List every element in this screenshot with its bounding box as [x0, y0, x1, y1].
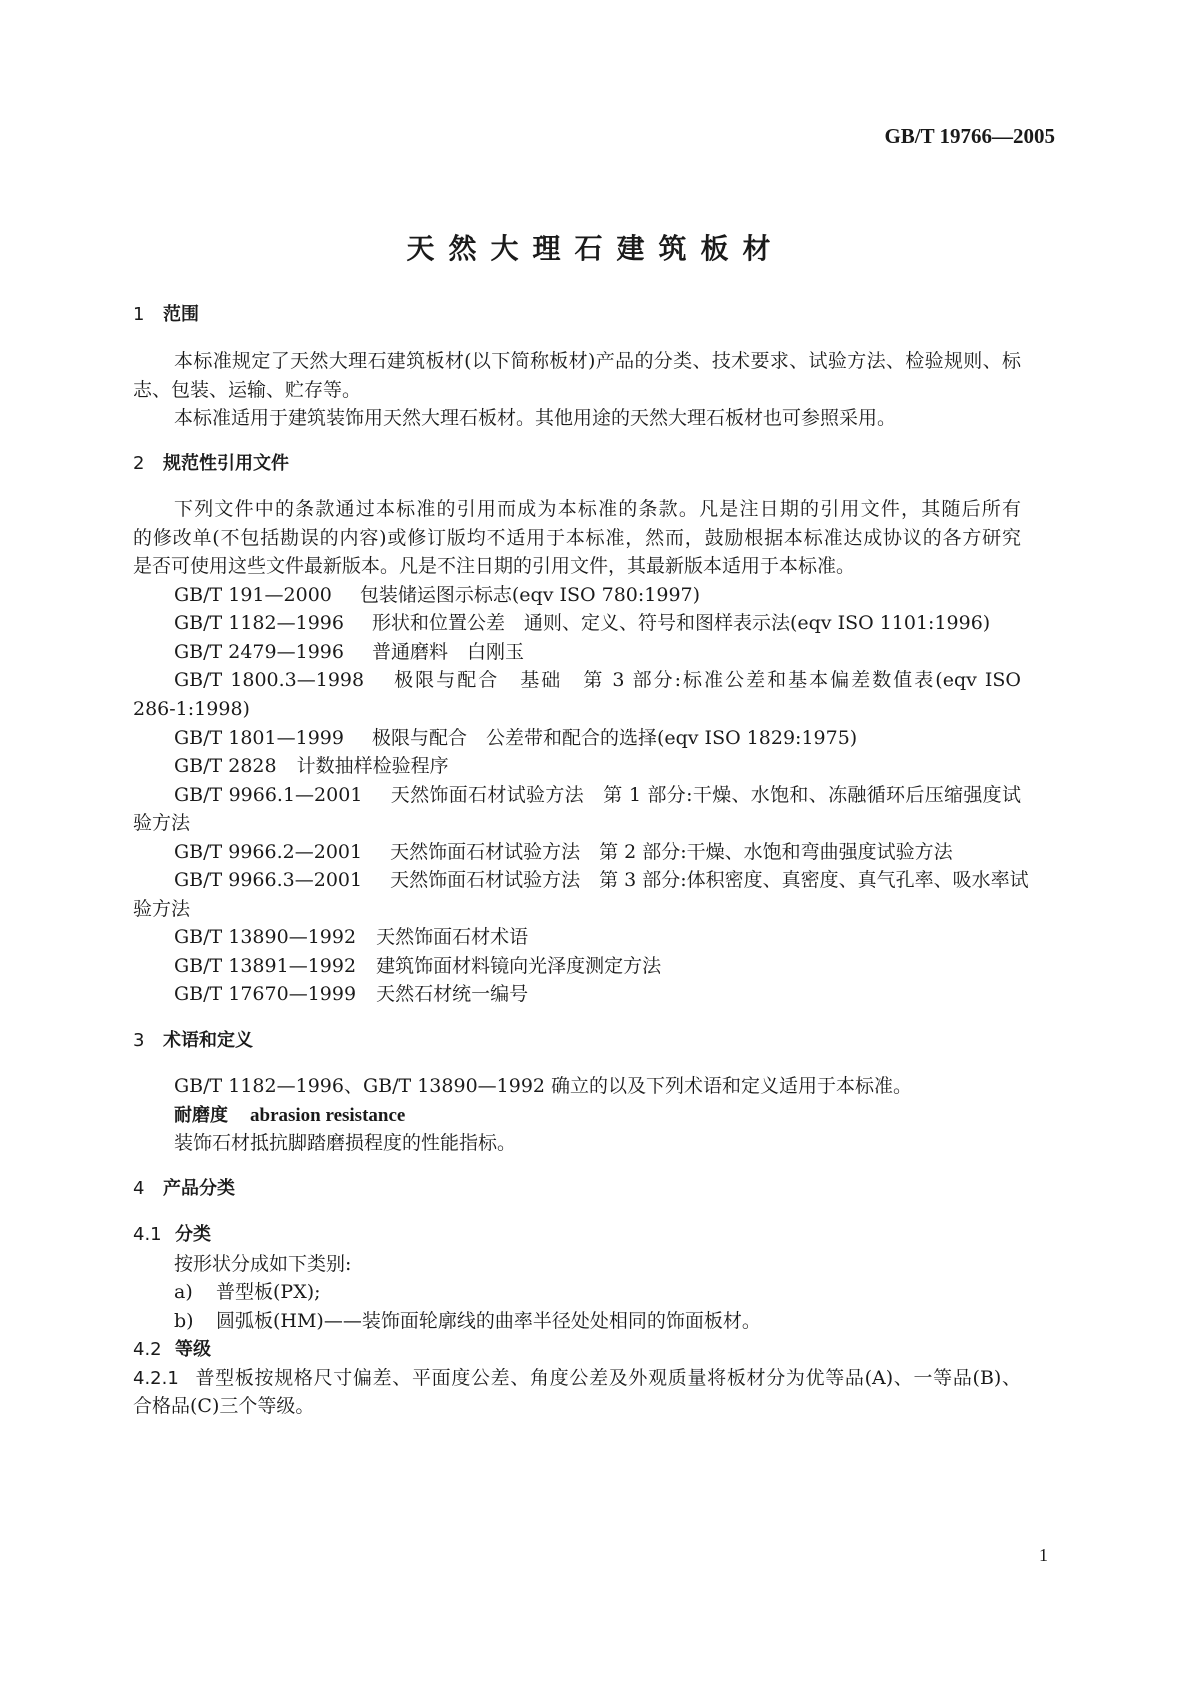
reference-title: 极限与配合 基础 第 3 部分:标准公差和基本偏差数值表(eqv ISO — [392, 669, 1022, 691]
reference-title: 天然饰面石材术语 — [376, 926, 529, 948]
section-number: 2 — [133, 453, 145, 474]
clause-number: 4.2.1 — [133, 1368, 179, 1389]
section-title: 范围 — [163, 304, 199, 325]
section-title: 术语和定义 — [163, 1030, 253, 1051]
section-1-heading — [133, 303, 199, 327]
term-definition: 装饰石材抵抗脚踏磨损程度的性能指标。 — [174, 1132, 517, 1154]
subsection-4-1-heading — [133, 1223, 211, 1247]
reference-item — [174, 611, 990, 635]
paragraph-line: 本标准适用于建筑装饰用天然大理石板材。其他用途的天然大理石板材也可参照采用。 — [174, 407, 897, 429]
list-label: a) — [174, 1281, 193, 1303]
reference-title: 普通磨料 白刚玉 — [371, 641, 524, 663]
reference-item — [174, 925, 528, 949]
list-text: 圆弧板(HM)——装饰面轮廓线的曲率半径处处相同的饰面板材。 — [216, 1310, 761, 1332]
reference-title: 建筑饰面材料镜向光泽度测定方法 — [376, 955, 662, 977]
paragraph-line: 志、包装、运输、贮存等。 — [133, 379, 362, 401]
paragraph-line: 合格品(C)三个等级。 — [133, 1395, 315, 1417]
reference-item — [174, 954, 661, 978]
paragraph-line: 下列文件中的条款通过本标准的引用而成为本标准的条款。凡是注日期的引用文件，其随后所有 — [174, 498, 1021, 520]
section-title: 规范性引用文件 — [163, 453, 289, 474]
list-item — [174, 1309, 761, 1333]
reference-title: 天然饰面石材试验方法 第 2 部分:干燥、水饱和弯曲强度试验方法 — [390, 841, 953, 863]
list-item — [174, 1280, 321, 1304]
reference-item — [174, 726, 857, 750]
reference-code: GB/T 1182—1996 — [174, 612, 344, 634]
term-english: abrasion resistance — [250, 1105, 406, 1126]
reference-code: GB/T 13890—1992 — [174, 926, 357, 948]
reference-title: 天然石材统一编号 — [376, 983, 529, 1005]
paragraph-line: 本标准规定了天然大理石建筑板材(以下简称板材)产品的分类、技术要求、试验方法、检验规则、标 — [174, 350, 1021, 372]
clause-text: 普型板按规格尺寸偏差、平面度公差、角度公差及外观质量将板材分为优等品(A)、一等品(B)、 — [194, 1367, 1021, 1389]
reference-code: GB/T 1800.3—1998 — [174, 669, 365, 691]
standard-number: GB/T 19766—2005 — [884, 124, 1055, 148]
document-title: 天然大理石建筑板材 — [406, 232, 785, 265]
term-entry — [174, 1103, 405, 1128]
reference-item — [174, 868, 1029, 892]
reference-code: GB/T 2828 — [174, 755, 277, 777]
reference-continuation: 286-1:1998) — [133, 698, 250, 720]
reference-title: 包装储运图示标志(eqv ISO 780:1997) — [359, 584, 701, 606]
paragraph-line: GB/T 1182—1996、GB/T 13890—1992 确立的以及下列术语和定义适用于本标准。 — [174, 1075, 913, 1097]
subsection-title: 分类 — [175, 1224, 211, 1245]
subsection-number: 4.1 — [133, 1224, 162, 1245]
reference-continuation: 验方法 — [133, 812, 191, 834]
clause-4-2-1 — [133, 1366, 1021, 1391]
reference-code: GB/T 1801—1999 — [174, 727, 344, 749]
section-3-heading — [133, 1029, 253, 1053]
section-4-heading — [133, 1177, 235, 1201]
reference-title: 极限与配合 公差带和配合的选择(eqv ISO 1829:1975) — [371, 727, 858, 749]
reference-code: GB/T 9966.2—2001 — [174, 841, 363, 863]
reference-item — [174, 982, 528, 1006]
term-chinese: 耐磨度 — [174, 1105, 228, 1126]
reference-continuation: 验方法 — [133, 898, 191, 920]
subsection-title: 等级 — [175, 1339, 211, 1360]
reference-item — [174, 783, 1021, 807]
reference-title: 计数抽样检验程序 — [296, 755, 449, 777]
section-number: 4 — [133, 1178, 145, 1199]
paragraph-line: 是否可使用这些文件最新版本。凡是不注日期的引用文件，其最新版本适用于本标准。 — [133, 555, 856, 577]
reference-item — [174, 754, 449, 778]
section-number: 3 — [133, 1030, 145, 1051]
reference-item — [174, 840, 953, 864]
subsection-number: 4.2 — [133, 1339, 162, 1360]
section-number: 1 — [133, 304, 145, 325]
reference-code: GB/T 17670—1999 — [174, 983, 357, 1005]
list-text: 普型板(PX); — [216, 1281, 321, 1303]
reference-code: GB/T 2479—1996 — [174, 641, 344, 663]
reference-code: GB/T 9966.1—2001 — [174, 784, 363, 806]
reference-item — [174, 668, 1021, 692]
reference-code: GB/T 13891—1992 — [174, 955, 357, 977]
page-number: 1 — [1039, 1545, 1048, 1565]
reference-code: GB/T 9966.3—2001 — [174, 869, 363, 891]
reference-title: 天然饰面石材试验方法 第 1 部分:干燥、水饱和、冻融循环后压缩强度试 — [390, 784, 1021, 806]
paragraph-line: 按形状分成如下类别: — [174, 1253, 352, 1275]
subsection-4-2-heading — [133, 1338, 211, 1362]
reference-item — [174, 640, 524, 664]
reference-title: 形状和位置公差 通则、定义、符号和图样表示法(eqv ISO 1101:1996) — [371, 612, 991, 634]
reference-item — [174, 583, 700, 607]
section-2-heading — [133, 452, 289, 476]
reference-title: 天然饰面石材试验方法 第 3 部分:体积密度、真密度、真气孔率、吸水率试 — [390, 869, 1029, 891]
paragraph-line: 的修改单(不包括勘误的内容)或修订版均不适用于本标准，然而，鼓励根据本标准达成协议的各方研究 — [133, 527, 1021, 549]
list-label: b) — [174, 1310, 194, 1332]
section-title: 产品分类 — [163, 1178, 235, 1199]
reference-code: GB/T 191—2000 — [174, 584, 332, 606]
